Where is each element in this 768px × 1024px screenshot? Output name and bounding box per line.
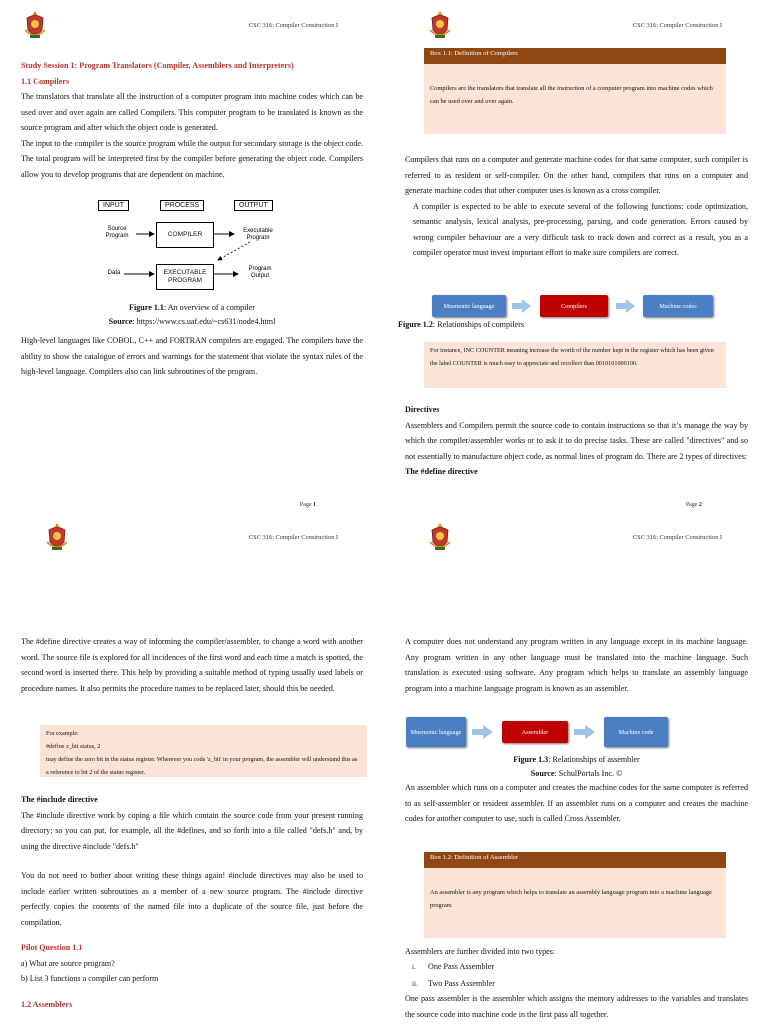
page-number: Page 1 (299, 502, 316, 508)
diagram-output-label: OUTPUT (234, 200, 273, 211)
diagram-arrows (90, 196, 300, 296)
include-directive-heading: The #include directive (21, 795, 98, 804)
paragraph: The #include directive work by coping a file which contain the source code from your present running directory; so you can put, for example, all the #defines, and so forth into a file called "defs.h" and, by using the directive #include "defs.h" (21, 810, 363, 851)
diagram-compiler-box: COMPILER (156, 222, 214, 248)
diagram-executable-program-box: EXECUTABLE PROGRAM (156, 264, 214, 290)
flow-compilers: Compilers (540, 295, 608, 317)
page-2 (384, 0, 768, 512)
page-2-body-lower (405, 402, 748, 480)
page-3-body-lower (21, 792, 363, 1012)
figure-1-2-caption (398, 317, 741, 333)
source-label: Source (108, 316, 133, 326)
page-4-body-middle (405, 780, 748, 827)
university-crest-logo (429, 10, 451, 40)
box-title: Box 1.1: Definition of Compilers (424, 48, 726, 64)
source-label: Source (530, 768, 555, 778)
diagram-executable-program: Executable Program (243, 228, 273, 241)
university-crest-logo (429, 522, 451, 552)
paragraph: Assemblers and Compilers permit the source code to contain instructions so that it’s manage the way by which the compiler/assembler works or to ask it to do precise tasks. These are called "directives" and so not essentially to manufacture object code, as normal lines of program do. There are 2 types of directives: (405, 420, 748, 461)
paragraph: Compilers that runs on a computer and generate machine codes for that same computer, such compiler is referred to as resident or self-compiler. On the other hand, compilers that runs on a computer and generate machine codes that other computer uses is known as a cross compiler. (405, 155, 748, 195)
flow-assembler: Assembler (502, 721, 568, 743)
define-directive-heading: The #define directive (405, 467, 478, 476)
figure-caption: : Relationships of assembler (548, 755, 640, 764)
paragraph: A compiler is expected to be able to execute several of the following functions: code optimization, semantic analysis, lexical analysis, pre-processing, parsing, and code generation. Errors caused by wrong compiler behaviour are a very difficult task to track down and correct as a result, you as a compiler operator must invest important effort to make sure compilers are correct. (413, 201, 748, 257)
paragraph: A computer does not understand any program written in any language except in its machine language. Any program written in any other language must be translated into the machine language. Such translation is executed using software. Any program which helps to translate an assembly language program into a machine language program is known as an assembler. (405, 637, 748, 693)
list-item: i. One Pass Assembler (412, 962, 495, 971)
university-crest-logo (24, 10, 46, 40)
note-line: may define the zero bit in the status register. Wherever you code 'z_bit' in your program, the assembler will understand this as a reference to bit 2 of the status register. (46, 756, 358, 776)
box-text: Compilers are the translators that translate all the instruction of a computer program into machine codes which can be used over and over again. (424, 64, 726, 134)
page-1 (0, 0, 384, 512)
box-definition-of-compilers (424, 48, 726, 134)
paragraph: You do not need to bother about writing these things again! #include directives may also be used to include earlier written subroutines as a member of a new source program. The #include directive perfectly copies the contents of the named file into a duplicate of the source file, just before the compilation. (21, 871, 363, 927)
compiler-overview-diagram (90, 196, 300, 296)
list-item: ii. Two Pass Assembler (412, 978, 495, 988)
define-example-note (40, 725, 367, 777)
paragraph: The #define directive creates a way of informing the compiler/assembler, to change a word with another word. The source file is explored for all incidences of the first word and each time a match is spotted, the second word is inserted there. This help by providing a suitable method of typing usually used labels or procedure names. It also permits the procedure names to be replaced later, should this be needed. (21, 637, 363, 693)
flow-mnemonic-language: Mnemonic language (406, 717, 466, 747)
header-title: CSC 316: Compiler Construction I (248, 22, 338, 29)
page-1-body-lower (21, 333, 363, 380)
page-number: Page 2 (685, 502, 702, 508)
university-crest-logo (46, 522, 68, 552)
page-1-body (21, 58, 363, 182)
figure-label: Figure 1.3 (513, 755, 549, 764)
diagram-source-program: Source Program (105, 226, 129, 239)
flow-arrow-icon (574, 725, 596, 739)
page-4-body-lower (405, 944, 748, 960)
note-line: #define z_bit status, 2 (46, 743, 101, 750)
page-2-body (405, 152, 748, 261)
paragraph: High-level languages like COBOL, C++ and FORTRAN compilers are engaged. The compilers have the ability to show the catalogue of errors and warnings for the statement that violate the syntax rules of the high-level language. Compilers also can link subroutines of the program. (21, 336, 363, 376)
example-note: For instance, INC COUNTER meaning increase the worth of the number kept in the register which has been given the label COUNTER is much easy to appreciate and recollect than 0010101000100. (424, 342, 726, 388)
diagram-input-label: INPUT (98, 200, 129, 211)
box-definition-of-assembler (424, 852, 726, 938)
page-3 (0, 512, 384, 1024)
flow-arrow-icon (616, 299, 636, 313)
header-title: CSC 316: Compiler Construction I (248, 534, 338, 541)
flow-mnemonic-language: Mnemonic language (432, 295, 506, 317)
paragraph: The input to the compiler is the source program while the output for secondary storage is the object code. The total program will be interpreted first by the compiler before generating the object code. Compilers allow you to develop programs that are dependent on machine. (21, 138, 363, 179)
paragraph: The translators that translate all the instruction of a computer program into machine codes which can be used over and over again are called Compilers. This computer program to be translated is known as the source program and after which the object code is generated. (21, 92, 363, 132)
page-4-body (405, 634, 748, 696)
paragraph: One pass assembler is the assembler which assigns the memory addresses to the variables and translates the source code into machine code in the first pass all together. (405, 994, 748, 1019)
page-4 (384, 512, 768, 1024)
pilot-question-heading: Pilot Question 1.1 (21, 943, 83, 952)
source-text: : https://www.cs.uaf.edu/~cs631/node4.html (132, 316, 276, 326)
figure-label: Figure 1.1 (129, 303, 164, 312)
header-title: CSC 316: Compiler Construction I (632, 22, 722, 29)
header-title: CSC 316: Compiler Construction I (632, 534, 722, 541)
paragraph: An assembler which runs on a computer and creates the machine codes for the same computer is referred to as self-assembler or resident assembler. If an assembler runs on a computer and creates the machine codes for another computer to use, such is called Cross Assembler. (405, 783, 748, 823)
compiler-relationship-flow (432, 295, 732, 317)
section-heading-assemblers: 1.2 Assemblers (21, 999, 73, 1009)
figure-1-1-caption (21, 300, 363, 329)
diagram-data: Data (107, 270, 121, 276)
flow-machine-code: Machine code (604, 717, 668, 747)
question-a: a) What are source program? (21, 958, 115, 968)
directives-heading: Directives (405, 405, 440, 414)
figure-caption: : An overview of a compiler (163, 303, 255, 312)
figure-caption: : Relationships of compilers (432, 320, 524, 329)
source-text: : SchulPortals Inc. © (554, 768, 623, 778)
diagram-program-output: Program Output (248, 266, 272, 279)
diagram-process-label: PROCESS (160, 200, 204, 211)
figure-label: Figure 1.2 (398, 320, 433, 329)
assembler-relationship-flow (406, 717, 706, 747)
session-title: Study Session 1: Program Translators (Compiler, Assemblers and Interpreters) (21, 61, 294, 70)
paragraph: Assemblers are further divided into two types: (405, 947, 556, 956)
flow-machine-codes: Machine codes (643, 295, 713, 317)
figure-1-3-caption (405, 752, 748, 781)
box-text: An assembler is any program which helps to translate an assembly language program into a machine language program (424, 868, 726, 938)
box-title: Box 1.2: Definition of Assembler (424, 852, 726, 868)
flow-arrow-icon (472, 725, 494, 739)
page-3-body (21, 634, 363, 696)
flow-arrow-icon (512, 299, 532, 313)
page-4-body-bottom (405, 991, 748, 1022)
assembler-types-list (412, 959, 495, 992)
note-line: For example: (46, 730, 79, 737)
section-heading-compilers: 1.1 Compilers (21, 76, 70, 86)
question-b: b) List 3 functions a compiler can perform (21, 974, 159, 983)
